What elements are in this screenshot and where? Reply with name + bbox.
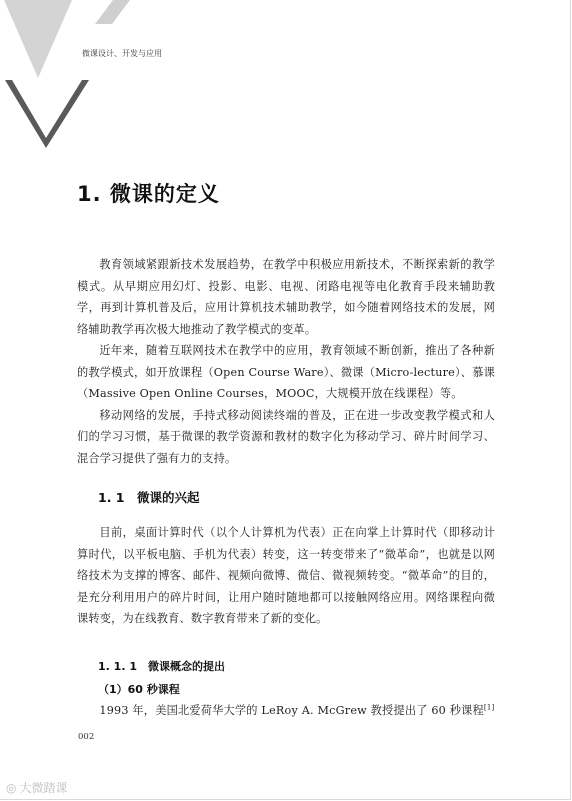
page-number: 002 (78, 732, 95, 742)
watermark-text: 大微踏课 (19, 781, 68, 795)
subsection-60s-text: 1993 年，美国北爱荷华大学的 LeRoy A. McGrew 教授提出了 60 秒课程 (99, 704, 484, 717)
section-1-1-paragraph: 目前，桌面计算时代（以个人计算机为代表）正在向掌上计算时代（即移动计算时代，以平板电脑、手机为代表）转变，这一转变带来了“微革命”，也就是以网络技术为支撑的博客、邮件、视频向微博、微信、微视频转变。“微革命”的目的，是充分利用用户的碎片时间，让用户随时随地都可以接触网络应用。网络课程向微课转变，为在线教育、数字教育带来了新的变化。 (77, 526, 495, 625)
citation-marker[interactable]: [1] (483, 703, 495, 712)
watermark-logo-icon: ◎ (6, 780, 17, 795)
dark-chevron-shape (5, 80, 89, 148)
watermark (6, 779, 68, 796)
subsection-60s-paragraph (77, 700, 495, 722)
section-1-1-heading: 1. 1 微课的兴起 (98, 490, 200, 505)
intro-section (77, 254, 495, 469)
section-1-1-1-heading: 1. 1. 1 微课概念的提出 (98, 660, 225, 673)
chapter-title: 1. 微课的定义 (77, 182, 220, 206)
section-1-1-body (77, 522, 495, 630)
subsection-60s-body (77, 700, 495, 722)
stripe-shape (95, 0, 130, 24)
subsection-60s-heading: （1）60 秒课程 (98, 683, 180, 696)
gray-triangle-shape (4, 0, 72, 78)
intro-paragraph-2: 近年来，随着互联网技术在教学中的应用，教育领域不断创新，推出了各种新的教学模式，如开放课程（Open Course Ware）、微课（Micro-lecture）、慕课（Massive Open Online Courses，MOOC，大规模开放在线课程）等。 (77, 344, 495, 400)
corner-decoration (0, 0, 140, 150)
intro-paragraph-3: 移动网络的发展，手持式移动阅读终端的普及，正在进一步改变教学模式和人们的学习习惯，基于微课的教学资源和教材的数字化为移动学习、碎片时间学习、混合学习提供了强有力的支持。 (77, 408, 495, 465)
running-header: 微课设计、开发与应用 (82, 49, 162, 58)
intro-paragraph-1: 教育领域紧跟新技术发展趋势，在教学中积极应用新技术，不断探索新的教学模式。从早期应用幻灯、投影、电影、电视、闭路电视等电化教育手段来辅助教学，再到计算机普及后，应用计算机技术辅助教学，如今随着网络技术的发展，网络辅助教学再次极大地推动了教学模式的变革。 (77, 258, 495, 336)
